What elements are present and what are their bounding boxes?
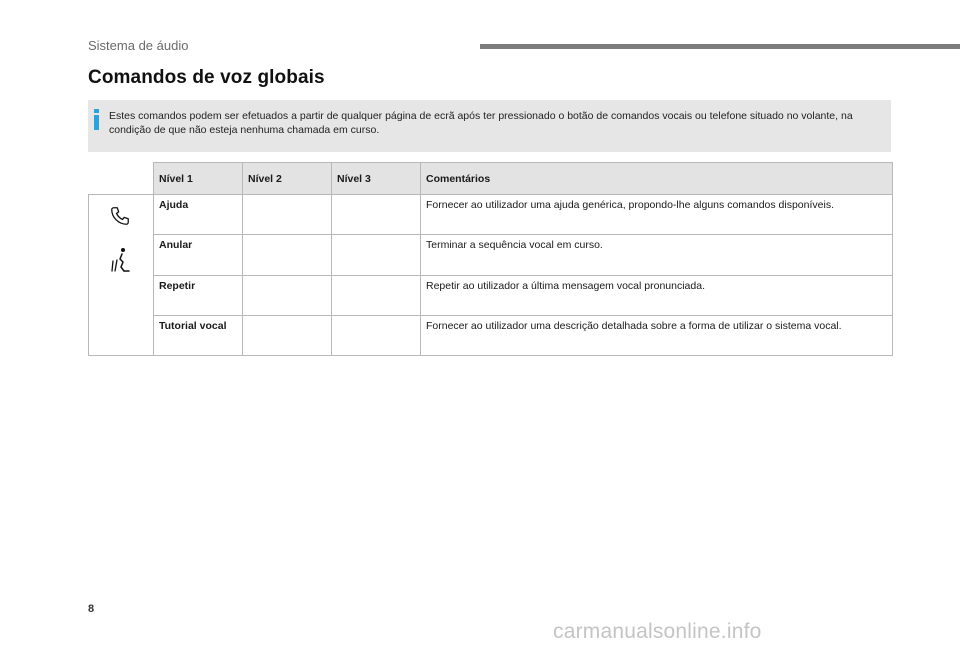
level2-cell xyxy=(243,195,332,235)
page-title: Comandos de voz globais xyxy=(88,67,325,88)
header-level-2: Nível 2 xyxy=(243,163,332,195)
comment-cell: Fornecer ao utilizador uma ajuda genérica, propondo-lhe alguns comandos disponíveis. xyxy=(421,195,893,235)
header-comments: Comentários xyxy=(421,163,893,195)
table-row xyxy=(89,235,893,275)
comment-cell: Terminar a sequência vocal em curso. xyxy=(421,235,893,275)
voice-command-icon xyxy=(109,247,133,273)
level1-cell: Repetir xyxy=(154,275,243,315)
level3-cell xyxy=(332,195,421,235)
level1-cell: Ajuda xyxy=(154,195,243,235)
level1-cell: Anular xyxy=(154,235,243,275)
header-rule xyxy=(480,44,960,49)
level3-cell xyxy=(332,235,421,275)
section-header: Sistema de áudio xyxy=(88,38,189,53)
info-icon xyxy=(93,109,101,130)
level2-cell xyxy=(243,275,332,315)
level1-cell: Tutorial vocal xyxy=(154,315,243,355)
voice-commands-table xyxy=(88,162,893,356)
table-header-row xyxy=(89,163,893,195)
level3-cell xyxy=(332,275,421,315)
table-row xyxy=(89,195,893,235)
level2-cell xyxy=(243,235,332,275)
watermark: carmanualsonline.info xyxy=(553,620,762,643)
header-blank-cell xyxy=(89,163,154,195)
header-level-3: Nível 3 xyxy=(332,163,421,195)
icon-cell xyxy=(89,195,154,356)
level3-cell xyxy=(332,315,421,355)
table-row xyxy=(89,275,893,315)
comment-cell: Repetir ao utilizador a última mensagem vocal pronunciada. xyxy=(421,275,893,315)
info-text: Estes comandos podem ser efetuados a partir de qualquer página de ecrã após ter pressionado o botão de comandos vocais ou telefone situado no volante, na condição de que não esteja nenhuma chamada em curso. xyxy=(109,110,853,136)
page-number: 8 xyxy=(88,603,95,615)
comment-cell: Fornecer ao utilizador uma descrição detalhada sobre a forma de utilizar o sistema vocal. xyxy=(421,315,893,355)
header-level-1: Nível 1 xyxy=(154,163,243,195)
phone-icon xyxy=(109,205,131,227)
info-box xyxy=(88,100,891,152)
table-row xyxy=(89,315,893,355)
level2-cell xyxy=(243,315,332,355)
